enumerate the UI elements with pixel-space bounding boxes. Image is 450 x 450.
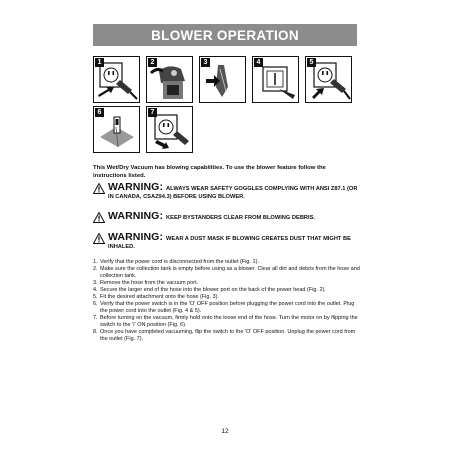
list-item: 6. Verify that the power switch is in the 'O' OFF position before plugging the power cord into the outlet. Plug the power cord into the outlet (Fig. 4 & 5). (93, 301, 355, 314)
warning-text: KEEP BYSTANDERS CLEAR FROM BLOWING DEBRIS. (166, 215, 315, 221)
instruction-steps (93, 259, 361, 343)
list-item: 3. Remove the hose from the vacuum port. (93, 280, 199, 286)
list-item: 1. Verify that the power cord is disconnected from the outlet (Fig. 1). (93, 259, 259, 265)
warning-bystanders (93, 212, 363, 222)
list-item: 8. Once you have completed vacuuming, flip the switch to the 'O' OFF position. Unplug the power cord from the outlet (Fig. 7). (93, 329, 356, 342)
warning-label: WARNING: (108, 231, 164, 243)
figure-5 (305, 56, 352, 103)
section-title: BLOWER OPERATION (151, 27, 299, 43)
list-item: 5. Fit the desired attachment onto the hose (Fig. 3). (93, 294, 219, 300)
figure-number: 7 (148, 108, 157, 117)
warning-triangle-icon (93, 233, 105, 244)
warning-label: WARNING: (108, 181, 164, 193)
list-item: 7. Before turning on the vacuum, firmly hold onto the loose end of the hose. Turn the motor on by flipping the switch to the 'I' ON position (Fig. 6). (93, 315, 358, 328)
figure-number: 1 (95, 58, 104, 67)
warning-dust-mask (93, 233, 363, 251)
figure-number: 4 (254, 58, 263, 67)
figure-number: 3 (201, 58, 210, 67)
warning-triangle-icon (93, 183, 105, 194)
intro-text: This Wet/Dry Vacuum has blowing capabilities. To use the blower feature follow the instructions listed. (93, 165, 326, 179)
figure-4 (252, 56, 299, 103)
page-number: 12 (221, 428, 229, 435)
warning-goggles (93, 183, 363, 201)
figure-2 (146, 56, 193, 103)
figure-number: 5 (307, 58, 316, 67)
list-item: 4. Secure the larger end of the hose into the blower port on the back of the power head (Fig. 2). (93, 287, 326, 293)
section-title-banner (93, 24, 357, 46)
figure-number: 6 (95, 108, 104, 117)
figure-6 (93, 106, 140, 153)
warning-label: WARNING: (108, 210, 164, 222)
figure-3 (199, 56, 246, 103)
list-item: 2. Make sure the collection tank is empty before using as a blower. Clear all dirt and debris from the hose and collection tank. (93, 266, 360, 279)
warning-triangle-icon (93, 212, 105, 223)
warning-text: WEAR A DUST MASK IF BLOWING CREATES DUST THAT MIGHT BE INHALED. (108, 236, 351, 250)
figure-7 (146, 106, 193, 153)
warning-text: ALWAYS WEAR SAFETY GOGGLES COMPLYING WITH ANSI Z87.1 (OR IN CANADA, CSAZ94.3) BEFORE USING BLOWER. (108, 186, 358, 200)
figure-1 (93, 56, 140, 103)
figure-number: 2 (148, 58, 157, 67)
